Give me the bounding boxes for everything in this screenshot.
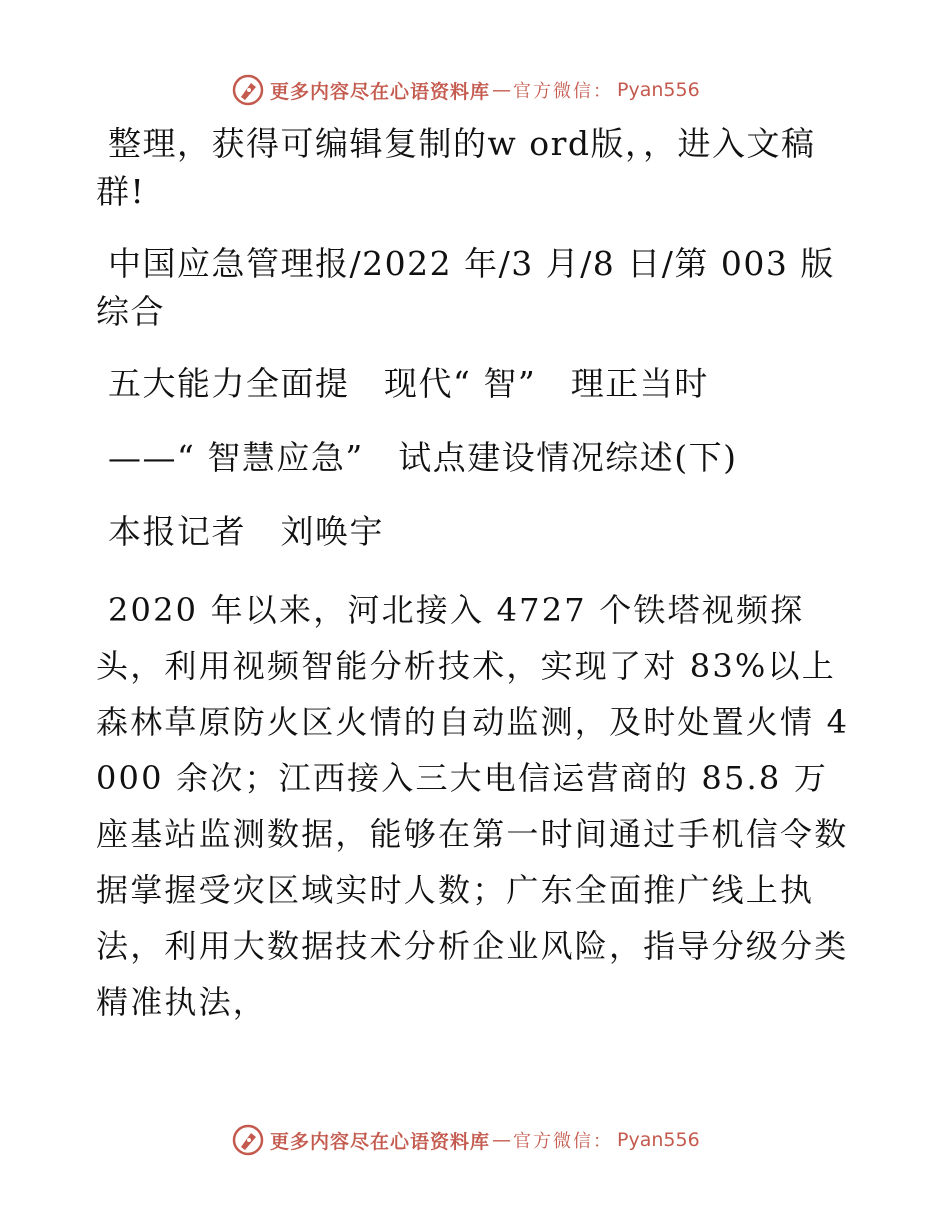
- watermark-label: 官方微信：: [513, 1131, 614, 1152]
- watermark-label: 官方微信：: [513, 81, 614, 102]
- header-watermark: [232, 74, 700, 106]
- document-body: [96, 120, 856, 1030]
- footer-watermark: [232, 1124, 700, 1156]
- watermark-text: 更多内容尽在心语资料库: [270, 1130, 491, 1153]
- source-paragraph: 中国应急管理报/2022 年/3 月/8 日/第 003 版综合: [96, 244, 835, 331]
- pen-nib-logo-icon: [232, 74, 264, 106]
- intro-paragraph: 整理，获得可编辑复制的w ord版，，进入文稿群!: [96, 124, 816, 211]
- article-title: 五大能力全面提 现代“ 智” 理正当时: [108, 364, 709, 403]
- article-byline: 本报记者 刘唤宇: [108, 512, 384, 551]
- article-body-paragraph: 2020 年以来，河北接入 4727 个铁塔视频探头，利用视频智能分析技术，实现了对 83%以上森林草原防火区火情的自动监测，及时处置火情 4000 余次；江西接入三大电信运营商的 85.8 万座基站监测数据，能够在第一时间通过手机信令数据掌握受灾区域实时人数；广东全面推广线上执法，利用大数据技术分析企业风险，指导分级分类精准执法，: [96, 591, 850, 1021]
- watermark-dash: —: [492, 1129, 512, 1151]
- article-subtitle: ——“ 智慧应急” 试点建设情况综述(下): [108, 438, 738, 477]
- watermark-id: Pyan556: [617, 1129, 700, 1151]
- watermark-dash: —: [492, 79, 512, 101]
- watermark-text: 更多内容尽在心语资料库: [270, 80, 491, 103]
- watermark-id: Pyan556: [617, 79, 700, 101]
- pen-nib-logo-icon: [232, 1124, 264, 1156]
